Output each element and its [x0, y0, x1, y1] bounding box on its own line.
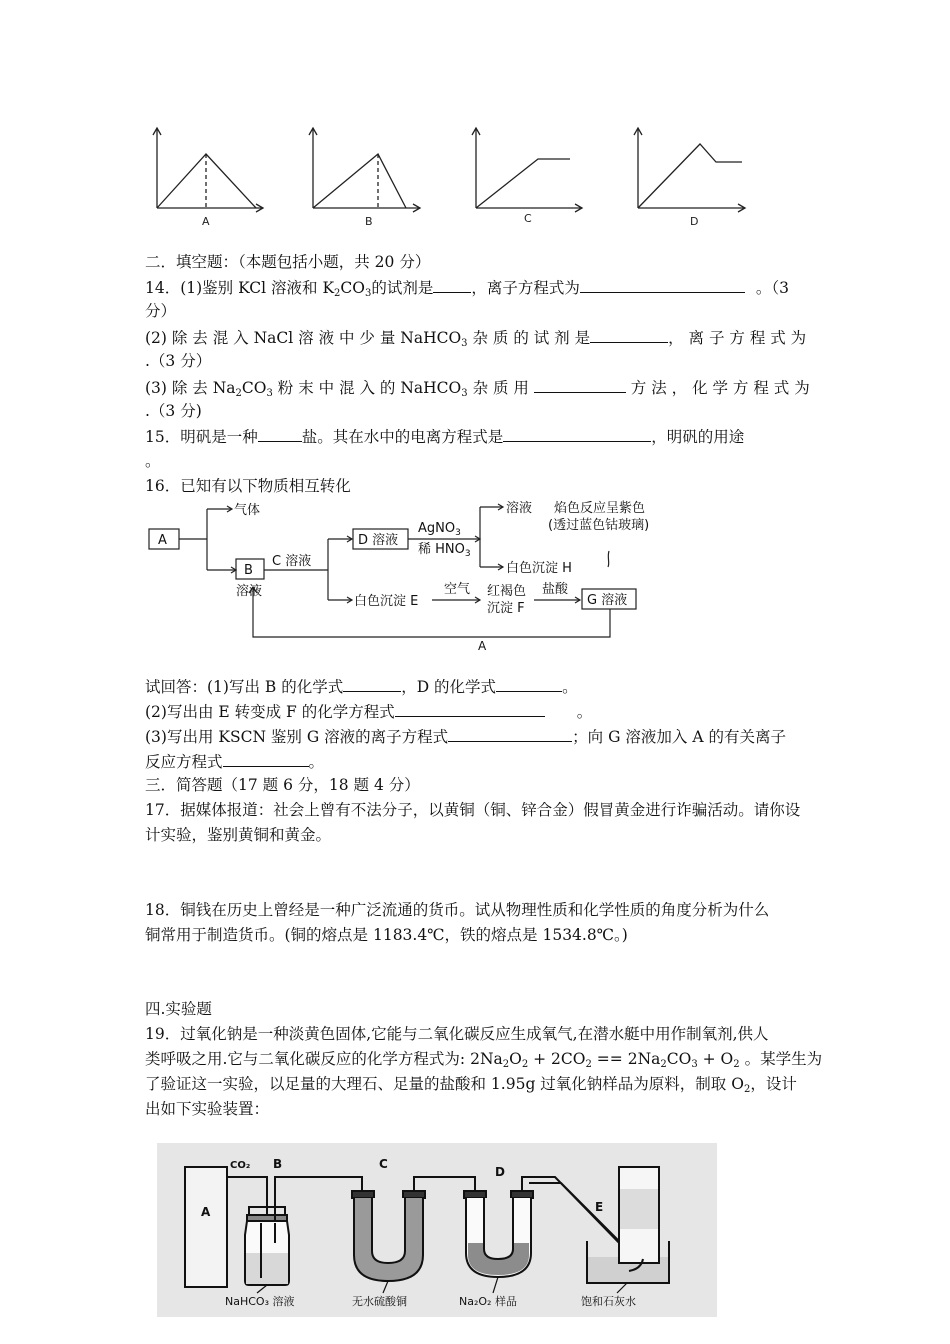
q17-line-1: 17．据媒体报道：社会上曾有不法分子，以黄铜（铜、锌合金）假冒黄金进行诈骗活动。请你设 [145, 801, 801, 819]
box-g-label: G 溶液 [587, 593, 628, 608]
apparatus-a [185, 1167, 227, 1287]
gas-label: 气体 [234, 503, 261, 518]
graph-c [472, 128, 582, 212]
graph-label-d: D [690, 215, 699, 228]
answer-blank[interactable] [534, 377, 626, 393]
q16-reaction-diagram [140, 495, 700, 655]
q15: 15．明矾是一种 盐。其在水中的电离方程式是 ，明矾的用途 [145, 428, 745, 446]
caption-nahco3: NaHCO₃ 溶液 [225, 1295, 295, 1308]
box-d-label: D 溶液 [358, 533, 399, 548]
q19-line-1: 19．过氧化钠是一种淡黄色固体,它能与二氧化碳反应生成氧气,在潜水艇中用作制氧剂,供人 [145, 1025, 769, 1043]
white-ppt-h-label: 白色沉淀 H [506, 561, 572, 576]
q15-end: 。 [145, 452, 161, 470]
answer-blank[interactable] [590, 327, 668, 343]
c-solution-label: C 溶液 [272, 554, 312, 569]
answer-blank[interactable] [433, 277, 471, 293]
apparatus-label-co2: CO₂ [230, 1160, 251, 1171]
apparatus-label-c: C [379, 1157, 388, 1171]
cobalt-glass-label: (透过蓝色钴玻璃) [548, 518, 650, 533]
answer-blank[interactable] [503, 426, 651, 442]
box-a-label: A [158, 533, 167, 548]
section-4-heading: 四.实验题 [145, 1000, 212, 1018]
answer-graphs [140, 120, 760, 230]
q14-part3: (3) 除 去 $Na_2CO_3$ 粉 末 中 混 入 的 NaHCO$_3$ 杂 质 用 方 法 ， 化 学 方 程 式 为 [145, 379, 810, 399]
section-2-heading: 二．填空题：（本题包括小题，共 20 分） [145, 253, 431, 271]
flame-test-label: 焰色反应呈紫色 [554, 501, 646, 516]
q18-line-1: 18．铜钱在历史上曾经是一种广泛流通的货币。试从物理性质和化学性质的角度分析为什么 [145, 901, 770, 919]
q14-part2-score: .（3 分） [145, 352, 212, 370]
answer-blank[interactable] [580, 277, 745, 293]
back-arrow-label: A [478, 639, 487, 653]
q19-line-3: 了验证这一实验，以足量的大理石、足量的盐酸和 1.95g 过氧化钠样品为原料，制取 $O_2$，设计 [145, 1075, 797, 1095]
q16-answer-3: (3)写出用 KSCN 鉴别 G 溶液的离子方程式 ；向 G 溶液加入 A 的有关离子 [145, 728, 786, 746]
caption-limewater: 饱和石灰水 [581, 1295, 636, 1308]
answer-blank[interactable] [448, 726, 572, 742]
white-ppt-e-label: 白色沉淀 E [354, 594, 419, 609]
ppt-f-label: 沉淀 F [487, 601, 525, 616]
section-3-heading: 三．简答题（17 题 6 分，18 题 4 分） [145, 776, 420, 794]
q16-answer-3b: 反应方程式 。 [145, 753, 325, 771]
red-brown-label: 红褐色 [487, 584, 527, 599]
q19-line-2: 类呼吸之用.它与二氧化碳反应的化学方程式为: $2Na_2O_2 + 2CO_2 == 2Na_2CO_3 + O_2$ 。某学生为 [145, 1050, 823, 1070]
graph-label-c: C [524, 212, 532, 225]
q16-intro: 16．已知有以下物质相互转化 [145, 477, 351, 495]
q14-part3-score: .（3 分) [145, 402, 202, 420]
air-label: 空气 [444, 582, 471, 597]
caption-na2o2: Na₂O₂ 样品 [459, 1295, 517, 1308]
solution-label: 溶液 [506, 501, 533, 516]
graph-b [309, 128, 420, 212]
experiment-apparatus [157, 1143, 717, 1317]
answer-blank[interactable] [343, 676, 401, 692]
q14-part1: 14．(1)鉴别 KCl 溶液和 $K_2CO_3$的试剂是 ，离子方程式为 。（3 [145, 279, 789, 299]
reagent-hno3: 稀 $HNO_3$ [418, 542, 471, 559]
graph-d [634, 128, 745, 212]
reagent-agno3: AgNO$_3$ [418, 521, 461, 538]
answer-blank[interactable] [258, 426, 302, 442]
box-b-label: B [244, 563, 253, 578]
apparatus-label-d: D [495, 1165, 505, 1179]
q19-line-4: 出如下实验装置： [145, 1100, 270, 1118]
q18-line-2: 铜常用于制造货币。(铜的熔点是 1183.4℃，铁的熔点是 1534.8℃。) [145, 926, 628, 944]
bottle-b [245, 1207, 289, 1285]
q16-answer-1: 试回答：(1)写出 B 的化学式 ，D 的化学式 。 [145, 678, 578, 696]
answer-blank[interactable] [496, 676, 562, 692]
b-solution-label: 溶液 [236, 584, 263, 599]
answer-blank[interactable] [223, 751, 309, 767]
graph-a [153, 128, 263, 212]
graph-label-b: B [365, 215, 373, 228]
apparatus-label-e: E [595, 1200, 604, 1214]
caption-cuso4: 无水硫酸铜 [352, 1295, 407, 1308]
q17-line-2: 计实验，鉴别黄铜和黄金。 [145, 826, 332, 844]
apparatus-label-a: A [201, 1205, 211, 1219]
apparatus-label-b: B [273, 1157, 283, 1171]
q14-part2: (2) 除 去 混 入 NaCl 溶 液 中 少 量 NaHCO$_3$ 杂 质 的 试 剂 是 ， 离 子 方 程 式 为 [145, 329, 807, 349]
answer-blank[interactable] [395, 701, 545, 717]
q14-part1-score: 分） [145, 302, 177, 320]
graph-label-a: A [202, 215, 210, 228]
q16-answer-2: (2)写出由 E 转变成 F 的化学方程式 。 [145, 703, 593, 721]
hcl-label: 盐酸 [542, 582, 569, 597]
